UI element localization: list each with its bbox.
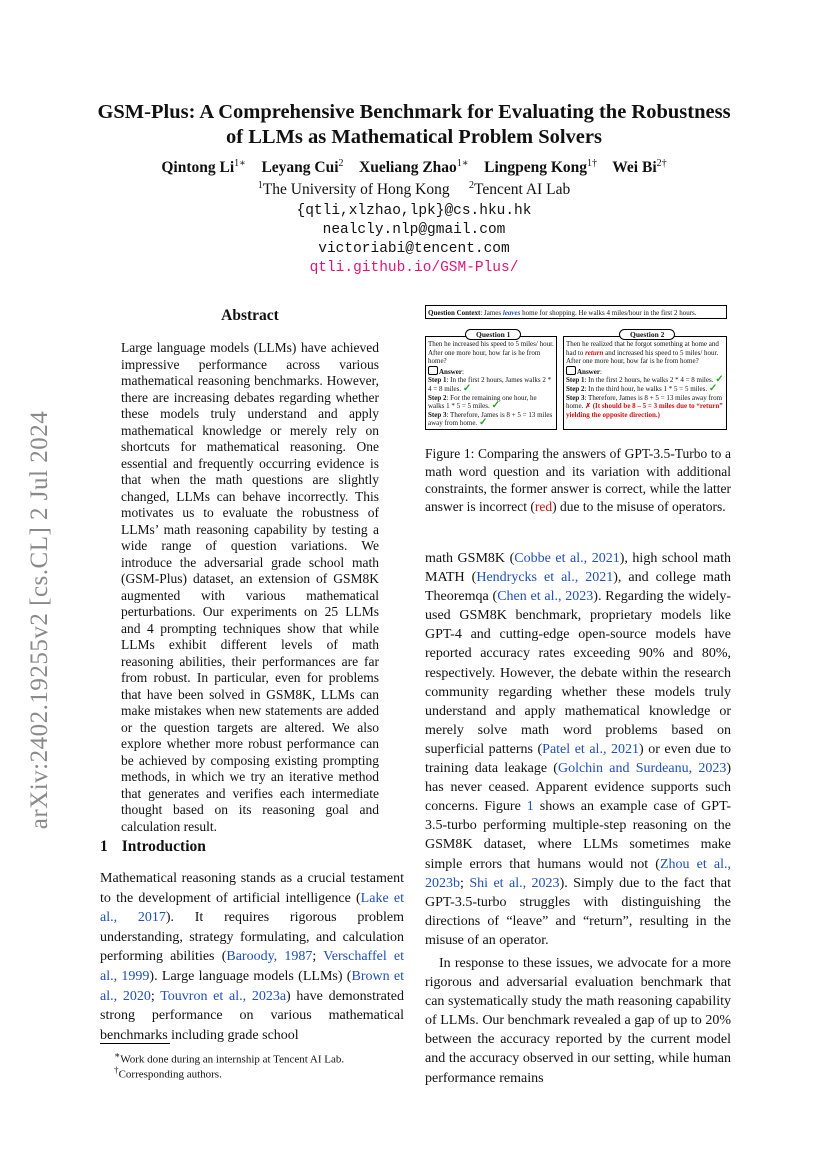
question-verb: return <box>585 348 604 357</box>
text-run: Figure 1: Comparing the answers of GPT-3.5-Turbo to a math word question and its variation with additional constraints, the former answer is correct, while the latter answer is incorrect ( <box>425 446 731 514</box>
step-text: : In the first 2 hours, James walks 2 * 4 = 8 miles. <box>428 376 552 393</box>
figure-1 <box>425 305 731 433</box>
step-3 <box>428 411 554 428</box>
question-1-text: Then he increased his speed to 5 miles/ hour. After one more hour, how far is he from home? <box>428 340 554 366</box>
section-number: 1 <box>100 838 108 855</box>
answer-header: Answer: <box>566 366 724 377</box>
answer-header: Answer: <box>428 366 554 377</box>
arxiv-identifier-stamp <box>20 380 60 860</box>
author-mark: 1† <box>587 158 598 169</box>
citation-link[interactable]: Chen et al., 2023 <box>497 589 594 605</box>
step-3 <box>566 394 724 420</box>
section-heading-introduction <box>100 838 206 856</box>
affiliation-tencent: Tencent AI Lab <box>474 181 571 199</box>
citation-link[interactable]: Patel et al., 2021 <box>542 741 639 757</box>
step-text: : In the first 2 hours, he walks 2 * 4 = 8 miles. <box>584 376 714 385</box>
citation-link[interactable]: Verschaffel et al., 1999 <box>100 949 405 984</box>
text-run: ). Large language models (LLMs) ( <box>149 968 352 984</box>
text-run: ). It requires rigorous problem understanding, strategy formulating, and calculation performing abilities ( <box>100 910 404 965</box>
step-2 <box>428 394 554 411</box>
question-2-box <box>563 336 727 430</box>
step-label: Step 3 <box>566 393 585 402</box>
step-label: Step 3 <box>428 410 447 419</box>
text-run: ) have demonstrated strong performance on various mathematical benchmarks including grade school <box>100 988 404 1043</box>
robot-icon <box>566 366 576 375</box>
footnote-2 <box>100 1063 418 1082</box>
citation-link[interactable]: Cobbe et al., 2021 <box>514 551 620 566</box>
citation-link[interactable]: Baroody, 1987 <box>226 949 313 965</box>
step-label: Step 2 <box>428 393 447 402</box>
robot-icon <box>428 366 438 375</box>
question-2-tag: Question 2 <box>619 329 675 340</box>
checkmark-icon: ✓ <box>715 374 724 386</box>
text-run: home for shopping. He walks 4 miles/hour in the first 2 hours. <box>520 309 697 317</box>
title-line-1: GSM-Plus: A Comprehensive Benchmark for Evaluating the Robustness <box>97 101 731 123</box>
question-2-text <box>566 340 724 366</box>
caption-red-word: red <box>534 498 553 514</box>
text-run: ; <box>312 949 324 965</box>
author-mark: 2† <box>656 158 667 169</box>
text-run: : James <box>480 309 503 317</box>
affiliations <box>60 180 768 199</box>
text-run: ) due to the misuse of operators. <box>552 498 726 514</box>
step-label: Step 1 <box>566 376 585 385</box>
author-list <box>60 158 768 177</box>
step-1 <box>566 376 724 385</box>
citation-link[interactable]: Lake et al., 2017 <box>100 890 404 926</box>
footnote-mark: ∗ <box>114 1050 121 1060</box>
step-text: : Therefore, James is 8 + 5 = 13 miles away from home. <box>566 393 723 411</box>
project-url-link[interactable]: qtli.github.io/GSM-Plus/ <box>309 260 519 276</box>
text-run: ), and college math Theoremqa ( <box>425 570 731 605</box>
step-label: Step 1 <box>428 376 447 385</box>
text-run: ) has never ceased. Apparent evidence supports such concerns. Figure <box>425 761 731 815</box>
correction-note: (It should be 8 – 5 = 3 miles due to “return” yielding the opposite direction.) <box>566 402 723 419</box>
text-run: Then he realized that he forgot something at home and had to <box>566 340 719 357</box>
text-run: ). Regarding the widely-used GSM8K benchmark, proprietary models like GPT-4 and cutting-edge open-source models have reported accuracy rates exceeding 90% and 80%, respectively. However, the debate within the research community regarding whether these models truly understand and apply mathematical knowledge or merely solve math word problems based on superficial patterns ( <box>425 589 731 757</box>
step-text: : Therefore, James is 8 + 5 = 13 miles away from home. <box>428 410 553 428</box>
introduction-body <box>100 869 404 1045</box>
step-text: : For the remaining one hour, he walks 1 * 5 = 5 miles. <box>428 393 537 411</box>
author-mark: 1∗ <box>234 158 246 169</box>
checkmark-icon: ✓ <box>708 382 718 394</box>
text-run: shows an example case of GPT-3.5-turbo performing multiple-step reasoning on the GSM8K dataset, where LLMs sometimes make simple errors that humans would not ( <box>425 799 731 872</box>
citation-link[interactable]: Touvron et al., 2023a <box>160 988 287 1004</box>
author-name: Lingpeng Kong <box>484 159 588 177</box>
step-2 <box>566 382 724 394</box>
title-line-2: of LLMs as Mathematical Problem Solvers <box>226 126 602 148</box>
text-run: ) or even due to training data leakage ( <box>425 741 732 777</box>
author-name: Xueliang Zhao <box>359 159 457 177</box>
footnote-rule <box>100 1043 170 1044</box>
text-run: ), high school math MATH ( <box>425 551 731 586</box>
paper-title <box>60 100 768 150</box>
footnote-text: Work done during an internship at Tencent AI Lab. <box>120 1053 345 1066</box>
citation-link[interactable]: Golchin and Surdeanu, 2023 <box>557 761 727 777</box>
text-run: Mathematical reasoning stands as a crucial testament to the development of artificial intelligence ( <box>100 871 404 906</box>
text-run: ; <box>150 988 161 1004</box>
author-mark: 1∗ <box>456 158 469 169</box>
affiliation-mark: 1 <box>257 180 263 191</box>
question-1-tag: Question 1 <box>465 329 521 340</box>
text-run: and increased his speed to 5 miles/ hour. After one more hour, how far is he from home? <box>566 348 719 366</box>
context-verb: leaves <box>502 309 521 317</box>
citation-link[interactable]: Brown et al., 2020 <box>100 968 405 1004</box>
text-run: ; <box>460 875 470 891</box>
step-text: : In the third hour, he walks 1 * 5 = 5 miles. <box>584 384 708 393</box>
text-run: ). Simply due to the fact that GPT-3.5-turbo struggles with distinguishing the directions of “leave” and “return”, resulting in the misuse of an operator. <box>425 875 732 948</box>
author-name: Wei Bi <box>612 159 657 177</box>
right-column-body <box>425 549 731 1088</box>
question-1-box <box>425 336 557 430</box>
intro-paragraph <box>100 869 404 1045</box>
abstract-heading: Abstract <box>221 307 279 324</box>
cross-icon: ✗ <box>585 402 591 411</box>
citation-link[interactable]: Hendrycks et al., 2021 <box>476 570 614 586</box>
section-title: Introduction <box>121 838 206 855</box>
footnote-text: Corresponding authors. <box>118 1068 222 1081</box>
right-paragraph-1 <box>425 549 731 950</box>
email-line: nealcly.nlp@gmail.com <box>322 222 506 238</box>
step-label: Step 2 <box>566 384 585 393</box>
right-paragraph-2: In response to these issues, we advocate for a more rigorous and adversarial evaluation benchmark that can systematically study the math reasoning capability of LLMs. Our benchmark revealed a gap of up to 20% between the accuracy reported by the current model and the accuracy observed in our setting, while human performance remains <box>425 955 731 1086</box>
question-context-box <box>425 305 727 319</box>
citation-link[interactable]: Zhou et al., 2023b <box>425 856 732 891</box>
email-line: {qtli,xlzhao,lpk}@cs.hku.hk <box>296 203 532 219</box>
checkmark-icon: ✓ <box>478 417 488 429</box>
email-line: victoriabi@tencent.com <box>318 241 510 257</box>
text-run: math GSM8K ( <box>425 551 515 566</box>
checkmark-icon: ✓ <box>462 382 472 394</box>
figure-1-caption <box>425 445 731 515</box>
citation-link[interactable]: Shi et al., 2023 <box>469 875 560 891</box>
answer-label: Answer <box>439 367 462 376</box>
affiliation-mark: 2 <box>469 180 475 191</box>
arxiv-identifier-text: arXiv:2402.19255v2 [cs.CL] 2 Jul 2024 <box>26 410 53 830</box>
step-1 <box>428 376 554 393</box>
citation-link[interactable]: 1 <box>526 799 534 815</box>
abstract-body: Large language models (LLMs) have achieved impressive performance across various mathematical reasoning benchmarks. However, there are increasing debates regarding whether these models truly understand and apply mathematical knowledge or merely rely on shortcuts for mathematical reasoning. One essential and frequently occurring evidence is that when the math questions are slightly changed, LLMs can behave incorrectly. This motivates us to evaluate the robustness of LLMs’ math reasoning capability by testing a wide range of question variations. We introduce the adversarial grade school math (GSM-Plus) dataset, an extension of GSM8K augmented with various mathematical perturbations. Our experiments on 25 LLMs and 4 prompting techniques show that while LLMs exhibit different levels of math reasoning abilities, their performances are far from robust. In particular, even for problems that have been solved in GSM8K, LLMs can make mistakes when new statements are added or the question targets are altered. We also explore whether more robust performance can be achieved by composing existing prompting methods, in which we try an iterative method that generates and verifies each intermediate thought based on its reasoning goal and calculation result. <box>121 340 379 834</box>
checkmark-icon: ✓ <box>491 400 500 412</box>
affiliation-hku: The University of Hong Kong <box>262 181 450 199</box>
author-name: Leyang Cui <box>261 159 339 177</box>
author-name: Qintong Li <box>161 159 235 177</box>
answer-label: Answer <box>577 367 600 376</box>
context-label: Question Context <box>428 309 481 317</box>
footnote-mark: † <box>114 1065 119 1075</box>
author-mark: 2 <box>338 158 344 169</box>
